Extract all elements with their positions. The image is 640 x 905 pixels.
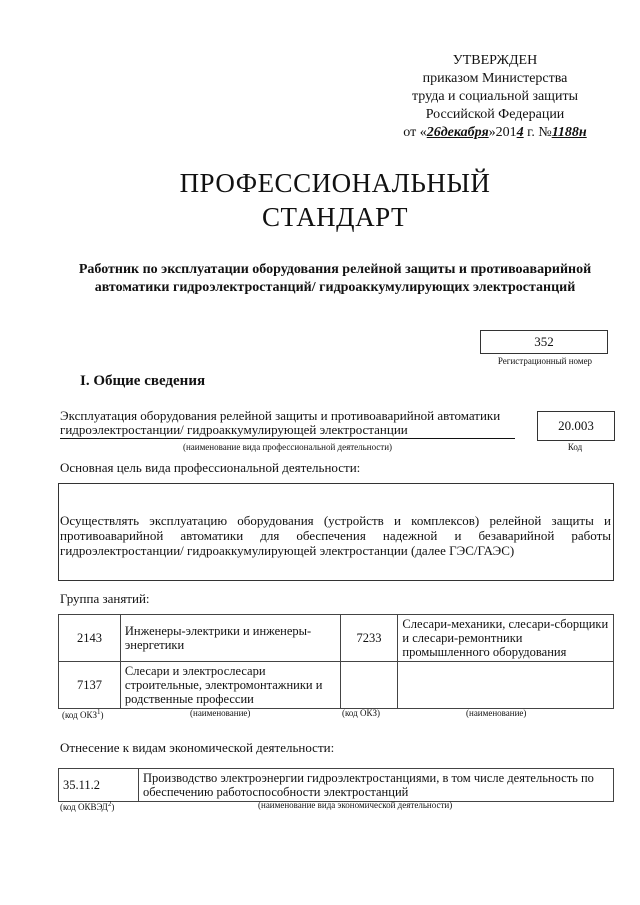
econ-code-label — [60, 800, 114, 812]
date-year-prefix: »201 — [488, 125, 517, 140]
occupation-name: Слесари и электрослесари строительные, электромонтажники и родственные профессии — [120, 662, 340, 709]
approval-line-ministry: труда и социальной защиты — [412, 89, 578, 104]
table-row — [59, 769, 614, 802]
activity-code-box: 20.003 — [537, 411, 615, 441]
occ-code-label — [62, 708, 104, 720]
occupation-name: Инженеры-электрики и инженеры-энергетики — [120, 615, 340, 662]
econ-code-label-close: ) — [111, 802, 115, 812]
occ-name-label: (наименование) — [190, 708, 251, 718]
econ-table — [58, 768, 614, 802]
date-day: 26 — [426, 125, 441, 140]
standard-name: Работник по эксплуатации оборудования релейной защиты и противоаварийной автоматики гидроэлектростанций/ гидроаккумулирующих электростанций — [78, 262, 592, 295]
econ-heading: Отнесение к видам экономической деятельности: — [60, 740, 335, 755]
registration-number-label: Регистрационный номер — [497, 356, 593, 366]
title-line-2: СТАНДАРТ — [262, 202, 408, 232]
approval-block — [390, 52, 600, 142]
date-month: декабря — [440, 125, 489, 140]
title-line-1: ПРОФЕССИОНАЛЬНЫЙ — [179, 168, 491, 198]
footnote-1-mark: 1 — [97, 708, 101, 716]
date-year-digit: 4 — [516, 125, 524, 140]
document-title — [0, 166, 640, 234]
approval-line-country: Российской Федерации — [425, 107, 565, 122]
table-row — [59, 662, 614, 709]
econ-name-label: (наименование вида экономической деятельности) — [258, 800, 453, 810]
occ-code-label-close: ) — [100, 710, 104, 720]
group-heading: Группа занятий: — [60, 591, 150, 606]
occupation-code: 2143 — [59, 615, 121, 662]
approval-title: УТВЕРЖДЕН — [452, 53, 538, 68]
occupations-table — [58, 614, 614, 709]
order-number: 1188н — [551, 125, 587, 140]
activity-kind: Эксплуатация оборудования релейной защиты и противоаварийной автоматики гидроэлектростанции/ гидроаккумулирующей электростанции — [60, 409, 515, 439]
table-row — [59, 615, 614, 662]
occupation-code: 7233 — [340, 615, 398, 662]
footnote-2-mark: 2 — [107, 800, 112, 808]
econ-name: Производство электроэнергии гидроэлектростанциями, в том числе деятельность по обеспечению работоспособности электростанций — [139, 769, 614, 802]
econ-code-label-text: (код ОКВЭД — [60, 802, 108, 812]
approval-date-line — [390, 124, 600, 142]
occupation-code: 7137 — [59, 662, 121, 709]
occupation-code — [340, 662, 398, 709]
date-prefix: от « — [403, 125, 427, 140]
econ-code: 35.11.2 — [59, 769, 139, 802]
activity-code-label: Код — [567, 442, 583, 452]
date-suffix: г. № — [523, 125, 552, 140]
occupation-name — [398, 662, 614, 709]
occ-code-label-text: (код ОКЗ — [62, 710, 97, 720]
goal-text: Осуществлять эксплуатацию оборудования (устройств и комплексов) релейной защиты и противоаварийной автоматики для обеспечения надежной и безаварийной работы гидроэлектростанции/ гидроаккумулирующей электростанции (далее ГЭС/ГАЭС) — [60, 513, 611, 558]
goal-heading: Основная цель вида профессиональной деятельности: — [60, 460, 361, 475]
section-heading: I. Общие сведения — [80, 373, 206, 389]
registration-number-box: 352 — [480, 330, 608, 354]
approval-line-order: приказом Министерства — [422, 71, 568, 86]
activity-kind-label: (наименование вида профессиональной деятельности) — [182, 442, 393, 452]
occ-code2-label: (код ОКЗ) — [342, 708, 380, 718]
occupation-name: Слесари-механики, слесари-сборщики и слесари-ремонтники промышленного оборудования — [398, 615, 614, 662]
occ-name2-label: (наименование) — [466, 708, 527, 718]
